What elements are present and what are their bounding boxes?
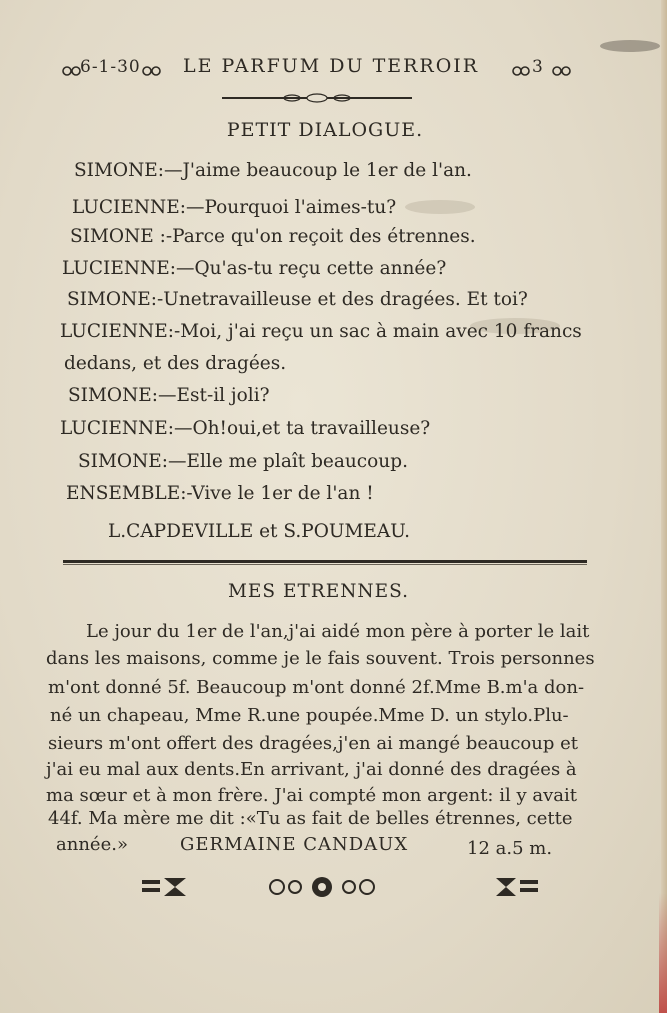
etrennes-line: Le jour du 1er de l'an,j'ai aidé mon père à porter le lait xyxy=(86,621,590,642)
dialogue-line: LUCIENNE:—Qu'as-tu reçu cette année? xyxy=(62,258,447,279)
dialogue-title: PETIT DIALOGUE. xyxy=(226,119,424,141)
author-age: 12 a.5 m. xyxy=(467,838,553,859)
ornament-left-icon xyxy=(140,876,190,898)
etrennes-title: MES ETRENNES. xyxy=(227,581,410,602)
dialogue-line: SIMONE :-Parce qu'on reçoit des étrennes. xyxy=(70,226,476,247)
etrennes-line: sieurs m'ont offert des dragées,j'en ai mangé beaucoup et xyxy=(48,733,578,754)
dialogue-line: LUCIENNE:-Moi, j'ai reçu un sac à main avec 10 francs xyxy=(60,321,582,342)
dialogue-line: SIMONE:—Elle me plaît beaucoup. xyxy=(78,451,408,472)
ornament-icon xyxy=(512,63,530,79)
ornament-icon xyxy=(62,63,82,79)
dialogue-line: SIMONE:—J'aime beaucoup le 1er de l'an. xyxy=(74,160,472,181)
page-edge xyxy=(661,0,667,1013)
section-divider xyxy=(63,560,587,563)
dialogue-line: dedans, et des dragées. xyxy=(64,353,287,374)
etrennes-author: GERMAINE CANDAUX xyxy=(180,834,409,855)
ornament-center-icon xyxy=(268,876,376,898)
etrennes-last-line-start: année.» xyxy=(56,834,128,855)
title-flourish xyxy=(222,92,412,104)
dialogue-line: SIMONE:—Est-il joli? xyxy=(68,385,270,406)
etrennes-line: dans les maisons, comme je le fais souvent. Trois personnes xyxy=(46,648,595,669)
etrennes-line: né un chapeau, Mme R.une poupée.Mme D. un stylo.Plu- xyxy=(50,705,569,726)
page-number: 3 xyxy=(532,57,544,77)
ink-smudge xyxy=(600,40,660,52)
section-divider-thin xyxy=(63,564,587,565)
etrennes-line: m'ont donné 5f. Beaucoup m'ont donné 2f.Mme B.m'a don- xyxy=(48,677,585,698)
dialogue-line: LUCIENNE:—Pourquoi l'aimes-tu? xyxy=(72,197,397,218)
dialogue-authors: L.CAPDEVILLE et S.POUMEAU. xyxy=(108,521,411,542)
ornament-right-icon xyxy=(494,876,542,898)
dialogue-line: LUCIENNE:—Oh!oui,et ta travailleuse? xyxy=(60,418,431,439)
dialogue-line: SIMONE:-Unetravailleuse et des dragées. Et toi? xyxy=(67,289,528,310)
page-header xyxy=(60,55,580,83)
ink-smudge xyxy=(405,200,475,214)
issue-date: 6-1-30 xyxy=(80,57,141,77)
ornament-icon xyxy=(552,63,572,79)
ornament-icon xyxy=(142,63,162,79)
binding-edge xyxy=(659,893,667,1013)
journal-title: LE PARFUM DU TERROIR xyxy=(183,55,480,77)
etrennes-line: 44f. Ma mère me dit :«Tu as fait de belles étrennes, cette xyxy=(48,808,573,829)
etrennes-line: j'ai eu mal aux dents.En arrivant, j'ai donné des dragées à xyxy=(46,759,577,780)
dialogue-line: ENSEMBLE:-Vive le 1er de l'an ! xyxy=(66,483,374,504)
etrennes-line: ma sœur et à mon frère. J'ai compté mon argent: il y avait xyxy=(46,785,577,806)
